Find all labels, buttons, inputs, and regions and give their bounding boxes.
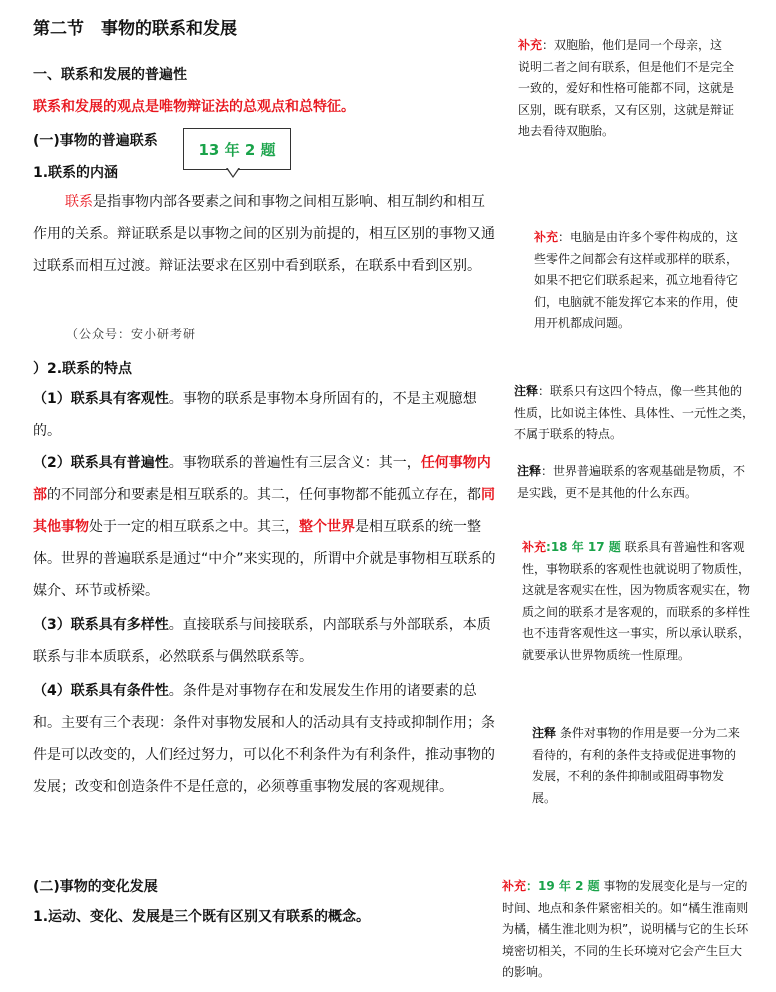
feature-text: 。直接联系与间接联系，内部联系与外部联系，本质联系与非本质联系，必然联系与偶然联系等。 (33, 617, 491, 665)
highlight-text: 整个世界 (299, 519, 355, 535)
source-note: （公众号：安小研考研 (66, 327, 197, 341)
note-text: ：联系只有这四个特点，像一些其他的性质，比如说主体性、具体性、一元性之类，不属于联系的特点。 (514, 384, 755, 441)
subsection-heading: 1.运动、变化、发展是三个既有区别又有联系的概念。 (33, 909, 371, 925)
highlight-text: 任何事物内部 (33, 455, 491, 503)
side-note (534, 227, 746, 335)
definition-text: 是指事物内部各要素之间和事物之间相互影响、相互制约和相互作用的关系。辩证联系是以事物之间的区别为前提的，相互区别的事物又通过联系而相互过渡。辩证法要求在区别中看到联系，在联系中看到区别。 (33, 194, 495, 274)
subsection-heading: (一)事物的普遍联系 (33, 133, 158, 149)
note-text: 事物的发展变化是与一定的时间、地点和条件紧密相关的。如“橘生淮南则为橘，橘生淮北则为枳”，说明橘与它的生长环境密切相关，不同的生长环境对它会产生巨大的影响。 (502, 879, 749, 979)
note-exam-tag: :18 年 17 题 (546, 540, 621, 554)
feature-paragraph (33, 447, 498, 607)
definition-paragraph (33, 186, 498, 282)
feature-text: 的不同部分和要素是相互联系的。其二，任何事物都不能孤立存在，都 (47, 487, 481, 503)
feature-heading: （2）联系具有普遍性 (33, 455, 169, 471)
highlight-text: 同其他事物 (33, 487, 495, 535)
feature-text: 是相互联系的统一整体。世界的普遍联系是通过“中介”来实现的，所谓中介就是事物相互联系的媒介、环节或桥梁。 (33, 519, 496, 599)
side-note (532, 723, 744, 809)
note-label: 补充 (502, 879, 527, 893)
exam-tag-label: 13 年 2 题 (198, 140, 276, 159)
section-heading: 一、联系和发展的普遍性 (33, 67, 187, 83)
note-label: 补充 (518, 38, 543, 52)
note-text: 条件对事物的作用是要一分为二来看待的，有利的条件支持或促进事物的发展，不利的条件抑制或阻碍事物发展。 (532, 726, 740, 805)
side-note (514, 381, 754, 446)
note-label: 注释 (532, 726, 557, 740)
note-text: ：电脑是由许多个零件构成的，这些零件之间都会有这样或那样的联系，如果不把它们联系起来，孤立地看待它们，电脑就不能发挥它本来的作用，使用开机都成问题。 (534, 230, 739, 330)
definition-term: 联系 (65, 194, 93, 210)
feature-text: 处于一定的相互联系之中。其三， (89, 519, 299, 535)
page-title: 第二节 事物的联系和发展 (33, 19, 237, 39)
side-note (502, 876, 750, 984)
exam-tag-callout (183, 128, 291, 170)
feature-paragraph (33, 675, 498, 803)
feature-heading: （3）联系具有多样性 (33, 617, 169, 633)
side-note (517, 461, 753, 504)
note-label: 补充 (522, 540, 547, 554)
note-text: ：双胞胎，他们是同一个母亲，这说明二者之间有联系，但是他们不是完全一致的，爱好和性格可能都不同，这就是区别，既有联系，又有区别，这就是辩证地去看待双胞胎。 (518, 38, 735, 138)
subsection-heading: (二)事物的变化发展 (33, 879, 158, 895)
note-text: 联系具有普遍性和客观性，事物联系的客观性也就说明了物质性，这就是客观实在性，因为物质客观实在，物质之间的联系才是客观的，而联系的多样性也不违背客观性这一事实，所以承认联系，就要承认世界物质统一性原理。 (522, 540, 751, 662)
side-note (518, 35, 734, 143)
feature-heading: （1）联系具有客观性 (33, 391, 169, 407)
feature-heading: （4）联系具有条件性 (33, 683, 169, 699)
note-label: 注释 (514, 384, 539, 398)
side-note (522, 537, 752, 666)
feature-text: 。事物联系的普遍性有三层含义：其一， (168, 455, 421, 471)
callout-pointer-inner (227, 167, 239, 176)
note-text: ：世界普遍联系的客观基础是物质，不是实践，更不是其他的什么东西。 (517, 464, 746, 500)
note-label: 补充 (534, 230, 559, 244)
feature-paragraph (33, 383, 498, 447)
feature-paragraph (33, 609, 498, 673)
subsection-heading: 1.联系的内涵 (33, 165, 119, 181)
thesis-statement: 联系和发展的观点是唯物辩证法的总观点和总特征。 (33, 99, 355, 115)
feature-text: 。条件是对事物存在和发展发生作用的诸要素的总和。主要有三个表现：条件对事物发展和人的活动具有支持或抑制作用；条件是可以改变的，人们经过努力，可以化不利条件为有利条件，推动事物的发展；改变和创造条件不是任意的，必须尊重事物发展的客观规律。 (33, 683, 495, 795)
note-label: 注释 (517, 464, 542, 478)
feature-text: 。事物的联系是事物本身所固有的，不是主观臆想的。 (33, 391, 477, 439)
note-exam-tag: ：19 年 2 题 (526, 879, 600, 893)
subsection-heading: ）2.联系的特点 (33, 361, 133, 377)
